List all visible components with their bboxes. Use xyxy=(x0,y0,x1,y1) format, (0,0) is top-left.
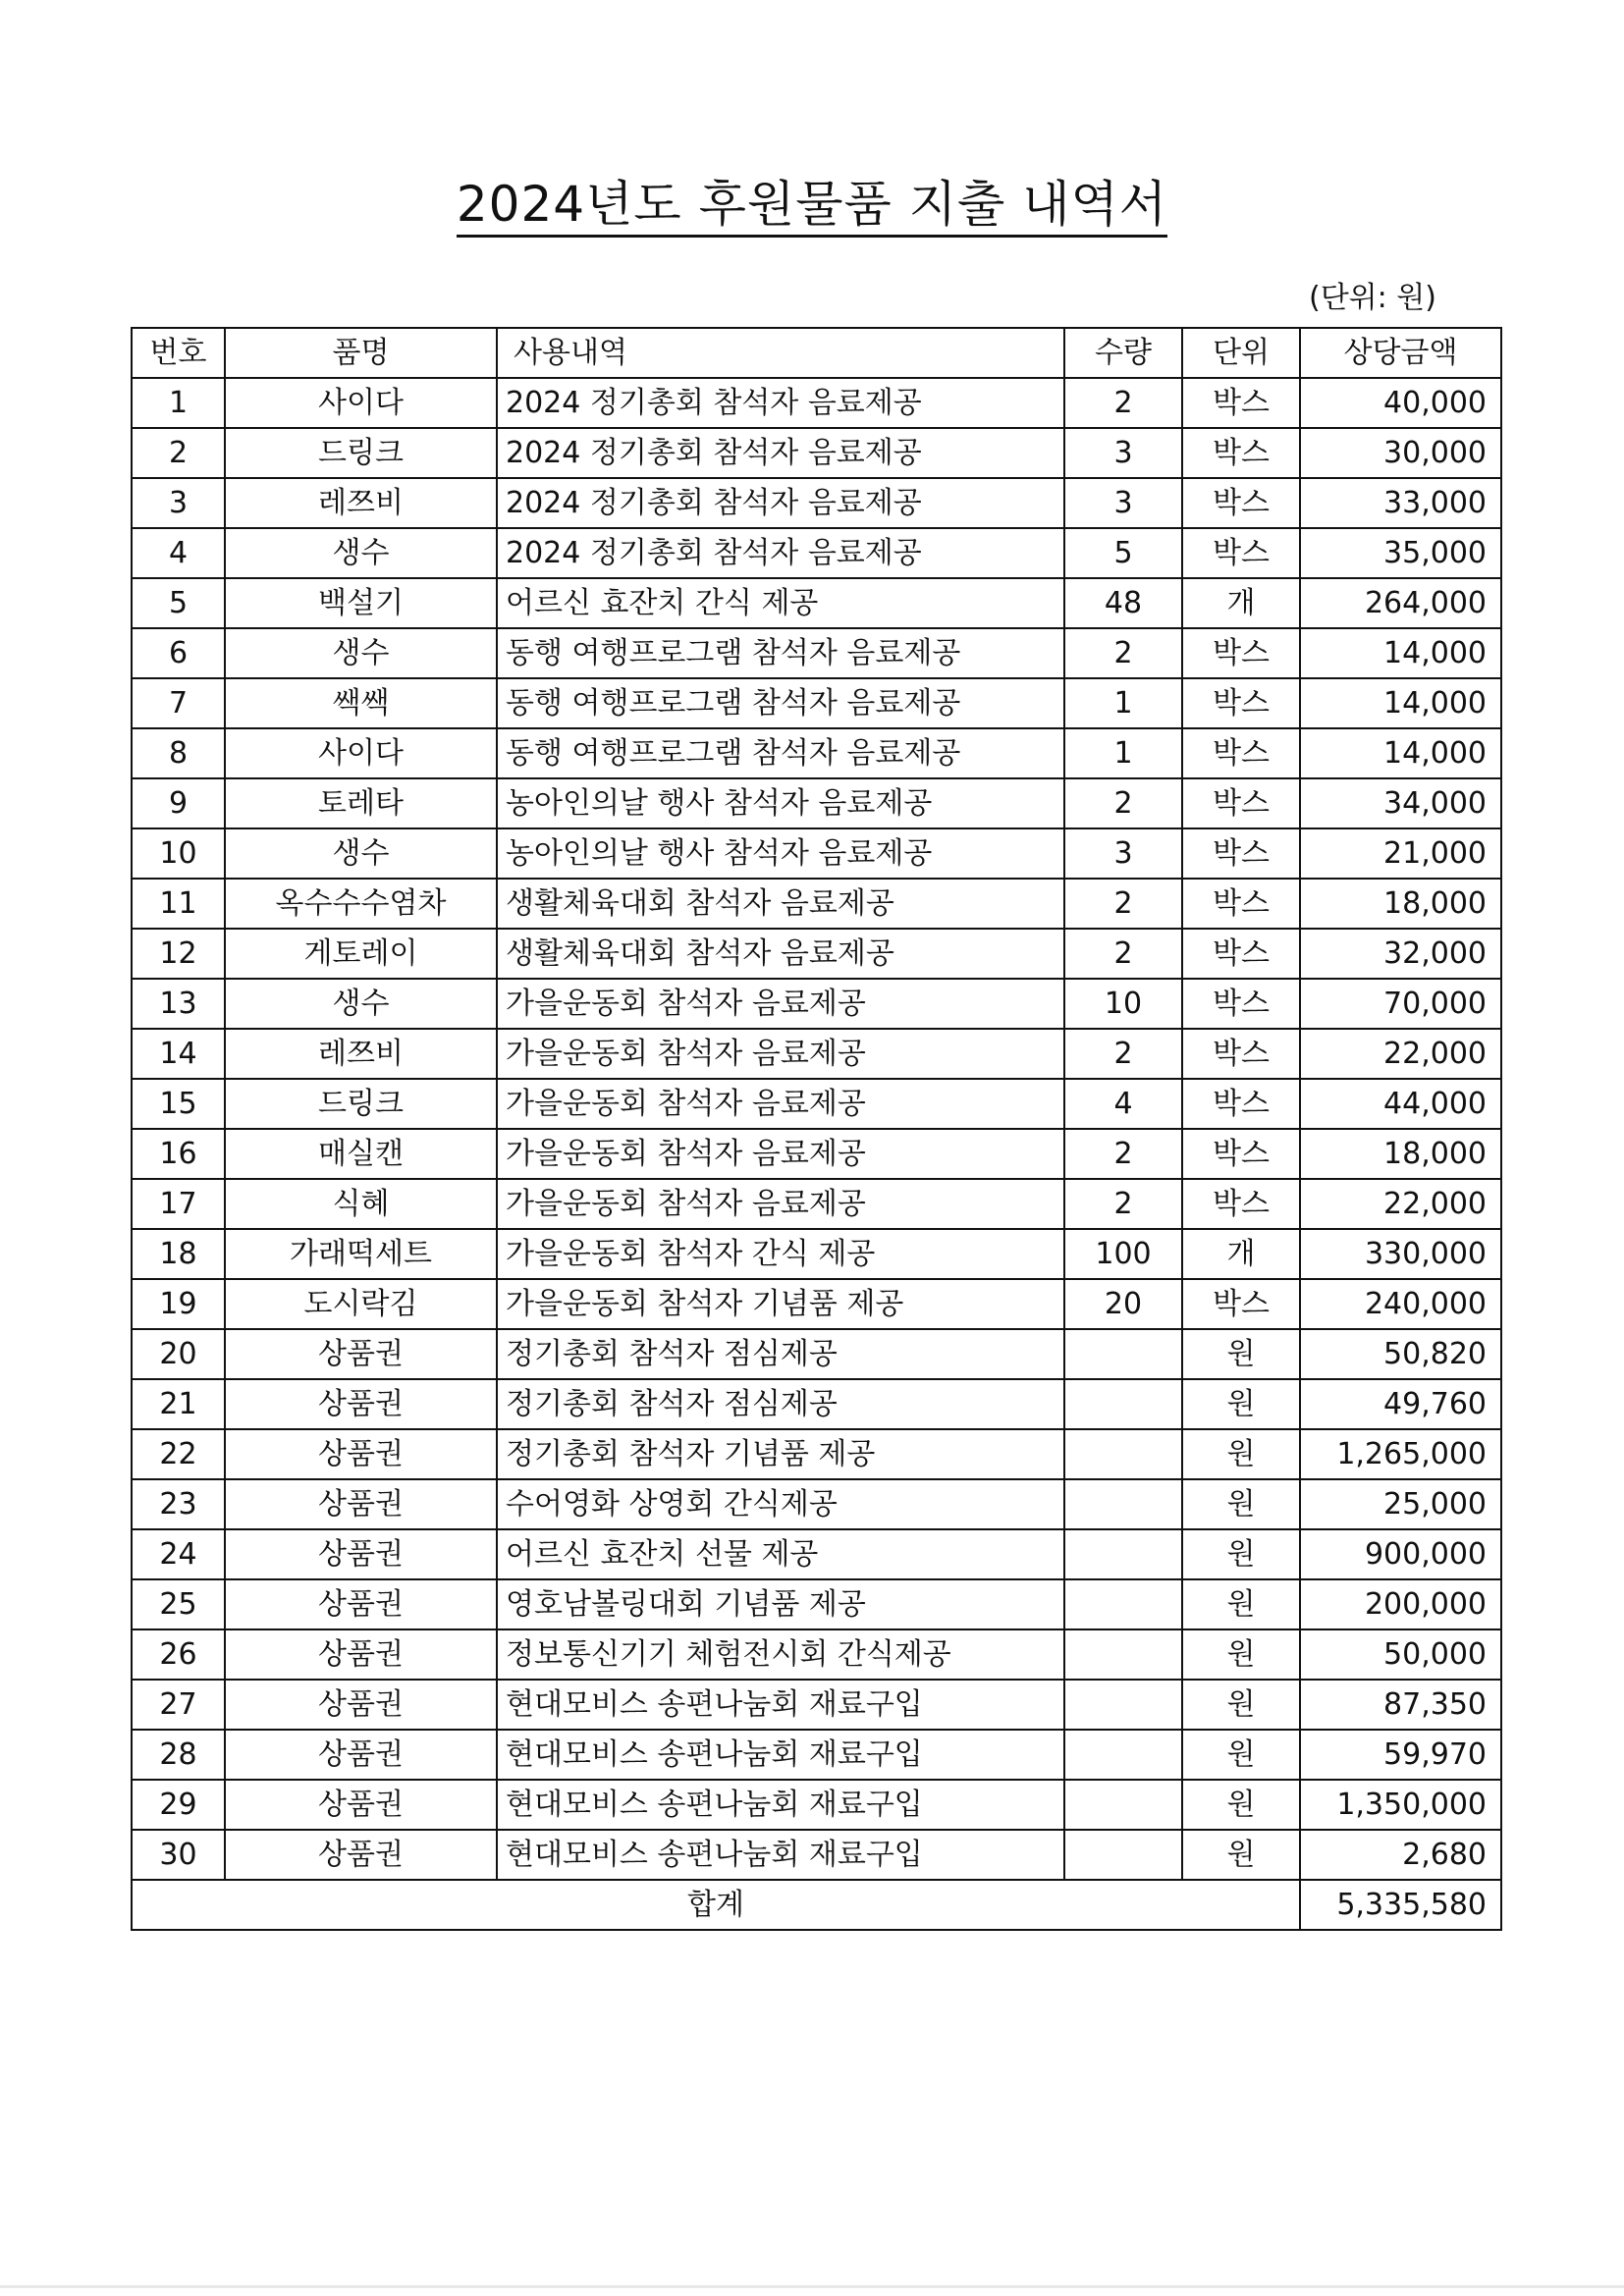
cell-qty xyxy=(1064,1579,1182,1629)
document-title xyxy=(0,175,1624,234)
cell-usage: 생활체육대회 참석자 음료제공 xyxy=(497,879,1064,929)
header-amount: 상당금액 xyxy=(1300,328,1501,378)
table-body xyxy=(132,378,1501,1880)
cell-usage: 현대모비스 송편나눔회 재료구입 xyxy=(497,1830,1064,1880)
cell-item: 생수 xyxy=(225,979,497,1029)
table-row xyxy=(132,1730,1501,1780)
cell-usage: 어르신 효잔치 간식 제공 xyxy=(497,578,1064,628)
cell-qty: 20 xyxy=(1064,1279,1182,1329)
cell-unit: 원 xyxy=(1182,1579,1300,1629)
table-row xyxy=(132,1529,1501,1579)
cell-no: 9 xyxy=(132,778,225,828)
cell-usage: 2024 정기총회 참석자 음료제공 xyxy=(497,428,1064,478)
table-row xyxy=(132,1680,1501,1730)
cell-unit: 원 xyxy=(1182,1379,1300,1429)
cell-unit: 원 xyxy=(1182,1780,1300,1830)
cell-no: 8 xyxy=(132,728,225,778)
cell-unit: 박스 xyxy=(1182,678,1300,728)
cell-usage: 동행 여행프로그램 참석자 음료제공 xyxy=(497,678,1064,728)
cell-qty: 1 xyxy=(1064,728,1182,778)
cell-usage: 가을운동회 참석자 음료제공 xyxy=(497,979,1064,1029)
table-row xyxy=(132,1229,1501,1279)
cell-item: 게토레이 xyxy=(225,929,497,979)
table-row xyxy=(132,778,1501,828)
table-row xyxy=(132,628,1501,678)
total-row xyxy=(132,1880,1501,1930)
cell-usage: 가을운동회 참석자 간식 제공 xyxy=(497,1229,1064,1279)
cell-amount: 900,000 xyxy=(1300,1529,1501,1579)
cell-no: 28 xyxy=(132,1730,225,1780)
cell-qty xyxy=(1064,1529,1182,1579)
cell-no: 6 xyxy=(132,628,225,678)
table-row xyxy=(132,528,1501,578)
table-header-row xyxy=(132,328,1501,378)
cell-usage: 동행 여행프로그램 참석자 음료제공 xyxy=(497,628,1064,678)
cell-usage: 정기총회 참석자 기념품 제공 xyxy=(497,1429,1064,1479)
table-row xyxy=(132,578,1501,628)
header-qty: 수량 xyxy=(1064,328,1182,378)
cell-amount: 70,000 xyxy=(1300,979,1501,1029)
cell-unit: 박스 xyxy=(1182,828,1300,879)
cell-qty xyxy=(1064,1329,1182,1379)
cell-amount: 35,000 xyxy=(1300,528,1501,578)
cell-no: 11 xyxy=(132,879,225,929)
cell-usage: 2024 정기총회 참석자 음료제공 xyxy=(497,528,1064,578)
cell-amount: 330,000 xyxy=(1300,1229,1501,1279)
cell-usage: 2024 정기총회 참석자 음료제공 xyxy=(497,378,1064,428)
cell-no: 2 xyxy=(132,428,225,478)
cell-unit: 박스 xyxy=(1182,528,1300,578)
cell-item: 생수 xyxy=(225,828,497,879)
cell-item: 쌕쌕 xyxy=(225,678,497,728)
cell-amount: 200,000 xyxy=(1300,1579,1501,1629)
table-row xyxy=(132,828,1501,879)
cell-amount: 33,000 xyxy=(1300,478,1501,528)
cell-unit: 박스 xyxy=(1182,378,1300,428)
cell-no: 13 xyxy=(132,979,225,1029)
cell-unit: 박스 xyxy=(1182,1029,1300,1079)
cell-amount: 21,000 xyxy=(1300,828,1501,879)
header-no: 번호 xyxy=(132,328,225,378)
cell-amount: 22,000 xyxy=(1300,1029,1501,1079)
cell-amount: 14,000 xyxy=(1300,628,1501,678)
table-row xyxy=(132,979,1501,1029)
cell-unit: 원 xyxy=(1182,1680,1300,1730)
cell-no: 26 xyxy=(132,1629,225,1680)
table-row xyxy=(132,1179,1501,1229)
cell-item: 옥수수수염차 xyxy=(225,879,497,929)
cell-amount: 18,000 xyxy=(1300,1129,1501,1179)
cell-amount: 1,350,000 xyxy=(1300,1780,1501,1830)
cell-item: 사이다 xyxy=(225,378,497,428)
cell-unit: 원 xyxy=(1182,1529,1300,1579)
cell-unit: 원 xyxy=(1182,1479,1300,1529)
cell-usage: 수어영화 상영회 간식제공 xyxy=(497,1479,1064,1529)
cell-no: 25 xyxy=(132,1579,225,1629)
cell-item: 상품권 xyxy=(225,1680,497,1730)
table-row xyxy=(132,428,1501,478)
cell-qty: 3 xyxy=(1064,828,1182,879)
cell-usage: 농아인의날 행사 참석자 음료제공 xyxy=(497,778,1064,828)
cell-amount: 264,000 xyxy=(1300,578,1501,628)
cell-amount: 2,680 xyxy=(1300,1830,1501,1880)
table-row xyxy=(132,879,1501,929)
table-row xyxy=(132,1279,1501,1329)
cell-no: 20 xyxy=(132,1329,225,1379)
cell-item: 토레타 xyxy=(225,778,497,828)
cell-usage: 어르신 효잔치 선물 제공 xyxy=(497,1529,1064,1579)
cell-amount: 50,820 xyxy=(1300,1329,1501,1379)
cell-unit: 박스 xyxy=(1182,929,1300,979)
cell-item: 상품권 xyxy=(225,1429,497,1479)
cell-no: 16 xyxy=(132,1129,225,1179)
cell-no: 21 xyxy=(132,1379,225,1429)
cell-item: 상품권 xyxy=(225,1730,497,1780)
cell-usage: 가을운동회 참석자 음료제공 xyxy=(497,1079,1064,1129)
cell-amount: 14,000 xyxy=(1300,678,1501,728)
cell-no: 30 xyxy=(132,1830,225,1880)
cell-item: 상품권 xyxy=(225,1479,497,1529)
cell-qty xyxy=(1064,1379,1182,1429)
table-row xyxy=(132,1329,1501,1379)
table-row xyxy=(132,1780,1501,1830)
cell-no: 10 xyxy=(132,828,225,879)
cell-item: 레쯔비 xyxy=(225,1029,497,1079)
cell-amount: 40,000 xyxy=(1300,378,1501,428)
header-item: 품명 xyxy=(225,328,497,378)
cell-usage: 농아인의날 행사 참석자 음료제공 xyxy=(497,828,1064,879)
table-row xyxy=(132,1830,1501,1880)
header-usage: 사용내역 xyxy=(497,328,1064,378)
cell-amount: 32,000 xyxy=(1300,929,1501,979)
cell-unit: 박스 xyxy=(1182,628,1300,678)
unit-note: (단위: 원) xyxy=(1309,281,1436,315)
cell-usage: 가을운동회 참석자 음료제공 xyxy=(497,1129,1064,1179)
cell-no: 4 xyxy=(132,528,225,578)
expense-table xyxy=(131,327,1502,1931)
cell-item: 백설기 xyxy=(225,578,497,628)
cell-qty: 3 xyxy=(1064,428,1182,478)
cell-no: 22 xyxy=(132,1429,225,1479)
total-label: 합계 xyxy=(132,1880,1300,1930)
cell-usage: 가을운동회 참석자 음료제공 xyxy=(497,1179,1064,1229)
cell-item: 상품권 xyxy=(225,1379,497,1429)
total-amount: 5,335,580 xyxy=(1300,1880,1501,1930)
cell-unit: 박스 xyxy=(1182,979,1300,1029)
table-row xyxy=(132,1579,1501,1629)
cell-qty: 100 xyxy=(1064,1229,1182,1279)
cell-usage: 2024 정기총회 참석자 음료제공 xyxy=(497,478,1064,528)
cell-amount: 50,000 xyxy=(1300,1629,1501,1680)
cell-item: 식혜 xyxy=(225,1179,497,1229)
cell-qty xyxy=(1064,1629,1182,1680)
cell-amount: 1,265,000 xyxy=(1300,1429,1501,1479)
cell-unit: 박스 xyxy=(1182,1079,1300,1129)
cell-item: 상품권 xyxy=(225,1629,497,1680)
cell-no: 15 xyxy=(132,1079,225,1129)
cell-unit: 개 xyxy=(1182,578,1300,628)
table-row xyxy=(132,929,1501,979)
cell-amount: 25,000 xyxy=(1300,1479,1501,1529)
cell-unit: 박스 xyxy=(1182,1179,1300,1229)
table-row xyxy=(132,478,1501,528)
cell-item: 매실캔 xyxy=(225,1129,497,1179)
cell-amount: 18,000 xyxy=(1300,879,1501,929)
cell-qty: 2 xyxy=(1064,929,1182,979)
cell-unit: 원 xyxy=(1182,1329,1300,1379)
table-row xyxy=(132,1079,1501,1129)
cell-usage: 동행 여행프로그램 참석자 음료제공 xyxy=(497,728,1064,778)
cell-qty: 3 xyxy=(1064,478,1182,528)
cell-item: 도시락김 xyxy=(225,1279,497,1329)
cell-amount: 44,000 xyxy=(1300,1079,1501,1129)
cell-amount: 14,000 xyxy=(1300,728,1501,778)
cell-unit: 박스 xyxy=(1182,1129,1300,1179)
table-row xyxy=(132,1129,1501,1179)
cell-qty: 2 xyxy=(1064,1179,1182,1229)
document-title-text: 2024년도 후원물품 지출 내역서 xyxy=(457,176,1167,238)
cell-unit: 개 xyxy=(1182,1229,1300,1279)
cell-usage: 정기총회 참석자 점심제공 xyxy=(497,1379,1064,1429)
cell-amount: 22,000 xyxy=(1300,1179,1501,1229)
table-row xyxy=(132,678,1501,728)
cell-amount: 30,000 xyxy=(1300,428,1501,478)
cell-amount: 240,000 xyxy=(1300,1279,1501,1329)
cell-item: 생수 xyxy=(225,628,497,678)
cell-qty xyxy=(1064,1780,1182,1830)
table-row xyxy=(132,728,1501,778)
cell-usage: 현대모비스 송편나눔회 재료구입 xyxy=(497,1680,1064,1730)
cell-qty xyxy=(1064,1680,1182,1730)
cell-no: 12 xyxy=(132,929,225,979)
cell-no: 23 xyxy=(132,1479,225,1529)
cell-item: 드링크 xyxy=(225,1079,497,1129)
cell-qty: 2 xyxy=(1064,879,1182,929)
cell-usage: 영호남볼링대회 기념품 제공 xyxy=(497,1579,1064,1629)
cell-usage: 현대모비스 송편나눔회 재료구입 xyxy=(497,1780,1064,1830)
cell-qty: 1 xyxy=(1064,678,1182,728)
cell-amount: 59,970 xyxy=(1300,1730,1501,1780)
cell-unit: 박스 xyxy=(1182,728,1300,778)
cell-qty: 5 xyxy=(1064,528,1182,578)
cell-qty xyxy=(1064,1730,1182,1780)
cell-item: 상품권 xyxy=(225,1780,497,1830)
cell-unit: 박스 xyxy=(1182,1279,1300,1329)
cell-unit: 박스 xyxy=(1182,478,1300,528)
scan-edge-line xyxy=(0,2285,1624,2288)
cell-item: 생수 xyxy=(225,528,497,578)
table-row xyxy=(132,1029,1501,1079)
cell-no: 1 xyxy=(132,378,225,428)
cell-no: 18 xyxy=(132,1229,225,1279)
cell-amount: 87,350 xyxy=(1300,1680,1501,1730)
cell-no: 19 xyxy=(132,1279,225,1329)
cell-qty: 2 xyxy=(1064,1129,1182,1179)
cell-qty: 2 xyxy=(1064,378,1182,428)
cell-qty xyxy=(1064,1429,1182,1479)
cell-qty: 48 xyxy=(1064,578,1182,628)
cell-item: 가래떡세트 xyxy=(225,1229,497,1279)
cell-qty: 2 xyxy=(1064,778,1182,828)
cell-amount: 49,760 xyxy=(1300,1379,1501,1429)
cell-item: 드링크 xyxy=(225,428,497,478)
cell-usage: 정기총회 참석자 점심제공 xyxy=(497,1329,1064,1379)
cell-item: 상품권 xyxy=(225,1579,497,1629)
cell-unit: 박스 xyxy=(1182,778,1300,828)
table-row xyxy=(132,1379,1501,1429)
cell-usage: 생활체육대회 참석자 음료제공 xyxy=(497,929,1064,979)
cell-usage: 현대모비스 송편나눔회 재료구입 xyxy=(497,1730,1064,1780)
cell-usage: 정보통신기기 체험전시회 간식제공 xyxy=(497,1629,1064,1680)
cell-unit: 박스 xyxy=(1182,428,1300,478)
cell-no: 3 xyxy=(132,478,225,528)
cell-qty: 4 xyxy=(1064,1079,1182,1129)
cell-no: 24 xyxy=(132,1529,225,1579)
cell-no: 27 xyxy=(132,1680,225,1730)
cell-unit: 원 xyxy=(1182,1429,1300,1479)
header-unit: 단위 xyxy=(1182,328,1300,378)
cell-qty: 2 xyxy=(1064,1029,1182,1079)
cell-qty xyxy=(1064,1479,1182,1529)
cell-item: 사이다 xyxy=(225,728,497,778)
table-row xyxy=(132,1429,1501,1479)
cell-item: 상품권 xyxy=(225,1830,497,1880)
cell-usage: 가을운동회 참석자 음료제공 xyxy=(497,1029,1064,1079)
cell-item: 레쯔비 xyxy=(225,478,497,528)
cell-qty xyxy=(1064,1830,1182,1880)
cell-usage: 가을운동회 참석자 기념품 제공 xyxy=(497,1279,1064,1329)
cell-item: 상품권 xyxy=(225,1529,497,1579)
cell-unit: 원 xyxy=(1182,1730,1300,1780)
cell-item: 상품권 xyxy=(225,1329,497,1379)
cell-unit: 박스 xyxy=(1182,879,1300,929)
table-row xyxy=(132,378,1501,428)
cell-no: 17 xyxy=(132,1179,225,1229)
cell-no: 14 xyxy=(132,1029,225,1079)
cell-unit: 원 xyxy=(1182,1629,1300,1680)
cell-amount: 34,000 xyxy=(1300,778,1501,828)
table-row xyxy=(132,1629,1501,1680)
cell-unit: 원 xyxy=(1182,1830,1300,1880)
cell-no: 7 xyxy=(132,678,225,728)
cell-no: 29 xyxy=(132,1780,225,1830)
cell-qty: 10 xyxy=(1064,979,1182,1029)
table-row xyxy=(132,1479,1501,1529)
cell-no: 5 xyxy=(132,578,225,628)
cell-qty: 2 xyxy=(1064,628,1182,678)
